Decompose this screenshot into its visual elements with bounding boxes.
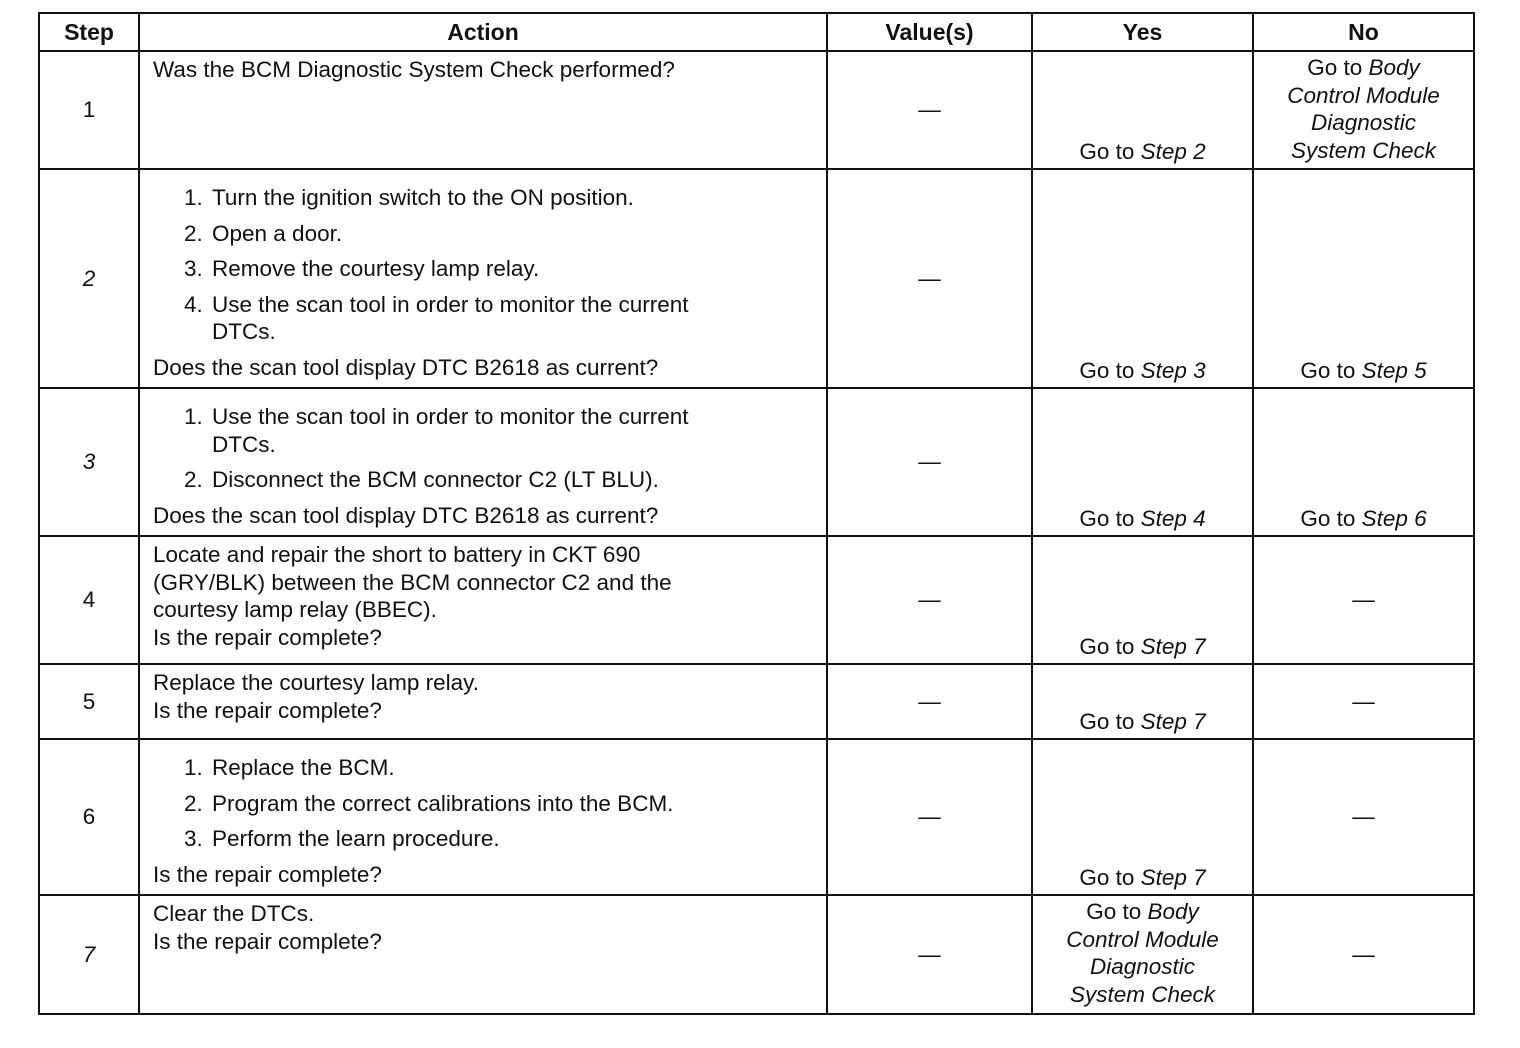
table-row (39, 169, 1474, 388)
yes-target: Step 4 (1140, 505, 1206, 531)
yes-target: Body Control Module Diagnostic System Check (1066, 899, 1219, 1007)
table-header-row (39, 13, 1474, 51)
table-row (39, 664, 1474, 739)
list-item: 2. Program the correct calibrations into the BCM. (209, 790, 812, 818)
go-to-label: Go to (1300, 505, 1356, 531)
header-no: No (1253, 13, 1474, 51)
no-target: Body Control Module Diagnostic System Check (1287, 55, 1440, 163)
list-item: 2. Disconnect the BCM connector C2 (LT BLU). (209, 466, 812, 494)
value-cell: — (827, 664, 1032, 739)
action-cell (139, 536, 827, 664)
yes-cell (1032, 536, 1253, 664)
step-number: 7 (39, 895, 139, 1014)
action-cell (139, 388, 827, 536)
list-item: 4. Use the scan tool in order to monitor the current DTCs. (209, 291, 812, 346)
action-text: Clear the DTCs. (153, 901, 315, 926)
value-cell: — (827, 739, 1032, 895)
step-number: 2 (39, 169, 139, 388)
list-item: 1. Use the scan tool in order to monitor the current DTCs. (209, 403, 812, 458)
header-step: Step (39, 13, 139, 51)
value-cell: — (827, 388, 1032, 536)
table-row (39, 51, 1474, 169)
action-steps-list (153, 184, 812, 346)
step-number: 5 (39, 664, 139, 739)
value-cell: — (827, 895, 1032, 1014)
step-number: 4 (39, 536, 139, 664)
value-cell: — (827, 51, 1032, 169)
no-target: Step 6 (1361, 505, 1427, 531)
header-yes: Yes (1032, 13, 1253, 51)
action-text: Was the BCM Diagnostic System Check performed? (153, 57, 675, 82)
table-row (39, 536, 1474, 664)
yes-cell (1032, 895, 1253, 1014)
go-to-label: Go to (1079, 138, 1135, 164)
go-to-label: Go to (1079, 505, 1135, 531)
yes-target: Step 7 (1140, 633, 1206, 659)
value-cell: — (827, 536, 1032, 664)
action-question: Does the scan tool display DTC B2618 as current? (153, 502, 659, 528)
action-question: Is the repair complete? (153, 861, 382, 887)
yes-cell (1032, 51, 1253, 169)
yes-cell (1032, 664, 1253, 739)
action-text: Replace the courtesy lamp relay. (153, 670, 479, 695)
action-question: Is the repair complete? (153, 697, 382, 723)
action-steps-list (153, 754, 812, 853)
list-item: 2. Open a door. (209, 220, 812, 248)
no-cell (1253, 388, 1474, 536)
action-cell (139, 169, 827, 388)
yes-target: Step 7 (1140, 864, 1206, 890)
table-row (39, 388, 1474, 536)
no-cell (1253, 51, 1474, 169)
step-number: 6 (39, 739, 139, 895)
no-cell: — (1253, 739, 1474, 895)
list-item: 3. Remove the courtesy lamp relay. (209, 255, 812, 283)
yes-target: Step 2 (1140, 138, 1206, 164)
no-cell: — (1253, 664, 1474, 739)
go-to-label: Go to (1300, 357, 1356, 383)
step-number: 3 (39, 388, 139, 536)
action-text: Locate and repair the short to battery in CKT 690 (GRY/BLK) between the BCM connector C2 and the courtesy lamp relay (BBEC). (153, 542, 672, 622)
list-item: 3. Perform the learn procedure. (209, 825, 812, 853)
yes-cell (1032, 388, 1253, 536)
action-cell (139, 51, 827, 169)
no-cell: — (1253, 895, 1474, 1014)
table-row (39, 739, 1474, 895)
value-cell: — (827, 169, 1032, 388)
header-values: Value(s) (827, 13, 1032, 51)
no-cell (1253, 169, 1474, 388)
go-to-label: Go to (1079, 633, 1135, 659)
yes-target: Step 7 (1140, 708, 1206, 734)
step-number: 1 (39, 51, 139, 169)
action-cell (139, 895, 827, 1014)
diagnostic-table (38, 12, 1475, 1015)
go-to-label: Go to (1086, 899, 1142, 924)
go-to-label: Go to (1307, 55, 1363, 80)
list-item: 1. Turn the ignition switch to the ON position. (209, 184, 812, 212)
action-steps-list (153, 403, 812, 494)
table-row (39, 895, 1474, 1014)
no-cell: — (1253, 536, 1474, 664)
list-item: 1. Replace the BCM. (209, 754, 812, 782)
action-question: Is the repair complete? (153, 928, 382, 954)
action-question: Does the scan tool display DTC B2618 as current? (153, 354, 659, 380)
go-to-label: Go to (1079, 864, 1135, 890)
action-cell (139, 739, 827, 895)
yes-cell (1032, 739, 1253, 895)
header-action: Action (139, 13, 827, 51)
no-target: Step 5 (1361, 357, 1427, 383)
go-to-label: Go to (1079, 357, 1135, 383)
go-to-label: Go to (1079, 708, 1135, 734)
action-cell (139, 664, 827, 739)
action-question: Is the repair complete? (153, 624, 382, 650)
yes-target: Step 3 (1140, 357, 1206, 383)
yes-cell (1032, 169, 1253, 388)
